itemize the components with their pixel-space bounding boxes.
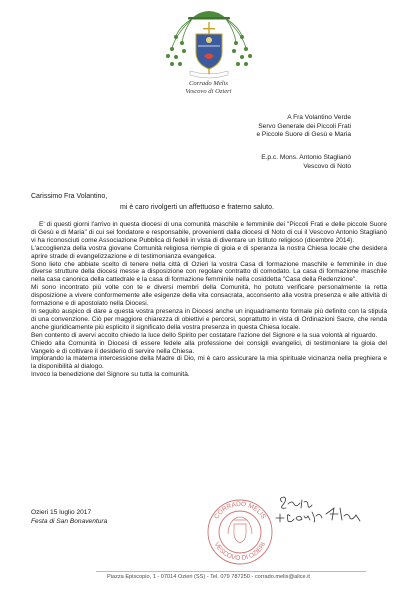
- body-paragraph: Chiedo alla Comunità in Diocesi di essere fedele alla professione dei consigli evangelici, di testimoniare la gioia del Vangelo e di coltivare il desiderio di servire nella Chiesa.: [31, 339, 387, 355]
- episcopal-coat-of-arms-icon: [154, 6, 264, 80]
- body-paragraph: Invoco la benedizione del Signore su tutta la comunità.: [31, 371, 190, 379]
- body-paragraph: Ben contento di avervi accolto chiedo la luce dello Spirito per costatare l'azione del Signore e la sua volontà al riguardo.: [31, 331, 378, 339]
- letter-body: [31, 221, 387, 379]
- cc-line: Vescovo di Noto: [303, 162, 351, 170]
- svg-text:VESCOVO DI OZIERI: [213, 541, 268, 562]
- body-paragraph: In seguito auspico di dare a questa vostra presenza in Diocesi anche un inquadramento formale più definito con la stipula di una convenzione. Ciò per maggiore chiarezza di obiettivi e percorsi, soprattutto in vista di Ordinazioni Sacre, che renda anche giuridicamente più esplicito il significato della vostra presenza in questa Chiesa locale.: [31, 307, 387, 331]
- salutation: Carissimo Fra Volantino,: [31, 193, 108, 200]
- body-paragraph: Mi sono incontrato più volte con te e diversi membri della Comunità, ho potuto verificare personalmente la retta disposizione a vivere conformemente alle esigenze della vita consacrata, acconsento alla vostra presenza e alle attività di formazione e di apostolato nella Diocesi.: [31, 284, 387, 308]
- recipient-line: Servo Generale dei Piccoli Frati: [258, 122, 351, 130]
- handwritten-signature: [268, 494, 380, 524]
- body-paragraph: Sono lieto che abbiate scelto di tenere nella città di Ozieri la vostra Casa di formazione maschile e femminile in due diverse strutture della diocesi messe a disposizione con regolare contratto di comodato. La casa di formazione maschile nella casa canonica della cattedrale e la casa di formazione femminile nella cosiddetta "Casa della Redenzione".: [31, 260, 387, 284]
- issuer-name: Corrado Melis: [188, 80, 228, 87]
- cc-block: [261, 154, 351, 171]
- recipient-line: e Piccole Suore di Gesù e Maria: [256, 131, 351, 139]
- issuer-role: Vescovo di Ozieri: [185, 88, 232, 95]
- cc-line: E.p.c. Mons. Antonio Staglianò: [261, 154, 351, 161]
- seal-top-text: CORRADO MELIS: [213, 500, 267, 521]
- recipient-line: A Fra Volantino Verde: [287, 114, 351, 121]
- body-paragraph: L'accoglienza della vostra giovane Comunità religiosa riempie di gioia e di speranza la nostra Chiesa locale che desidera aprire strade di evangelizzazione e di testimonianza evangelica.: [31, 244, 387, 260]
- feast-day: Festa di San Bonaventura: [31, 517, 108, 525]
- seal-bottom-text: VESCOVO DI OZIERI: [212, 541, 268, 563]
- footer-divider: [96, 571, 366, 572]
- body-paragraph: E' di questi giorni l'arrivo in questa diocesi di una comunità maschile e femminile dei "Piccoli Frati e delle piccole Suore di Gesù e di Maria" di cui sei fondatore e responsabile, provenienti dalla diocesi di Noto di cui il Vescovo Antonio Staglianò vi ha riconosciuti come Associazione Pubblica di fedeli in vista di diventare un Istituto religioso (dicembre 2014).: [31, 221, 387, 244]
- opening-line: mi è caro rivolgerti un affettuoso e fraterno saluto.: [120, 204, 274, 211]
- date-block: [31, 509, 107, 526]
- recipient-block: [256, 114, 351, 140]
- letter-date: Ozieri 15 luglio 2017: [31, 509, 92, 516]
- letterhead-footer: Piazza Episcopio, 1 - 07014 Ozieri (SS) - Tel. 079 787250 - corrado.melis@alice.it: [106, 574, 310, 580]
- body-paragraph: Implorando la materna intercessione della Madre di Dio, mi è caro assicurare la mia spirituale vicinanza nella preghiera e la disponibilità al dialogo.: [31, 355, 387, 371]
- episcopal-seal-stamp: [206, 498, 274, 566]
